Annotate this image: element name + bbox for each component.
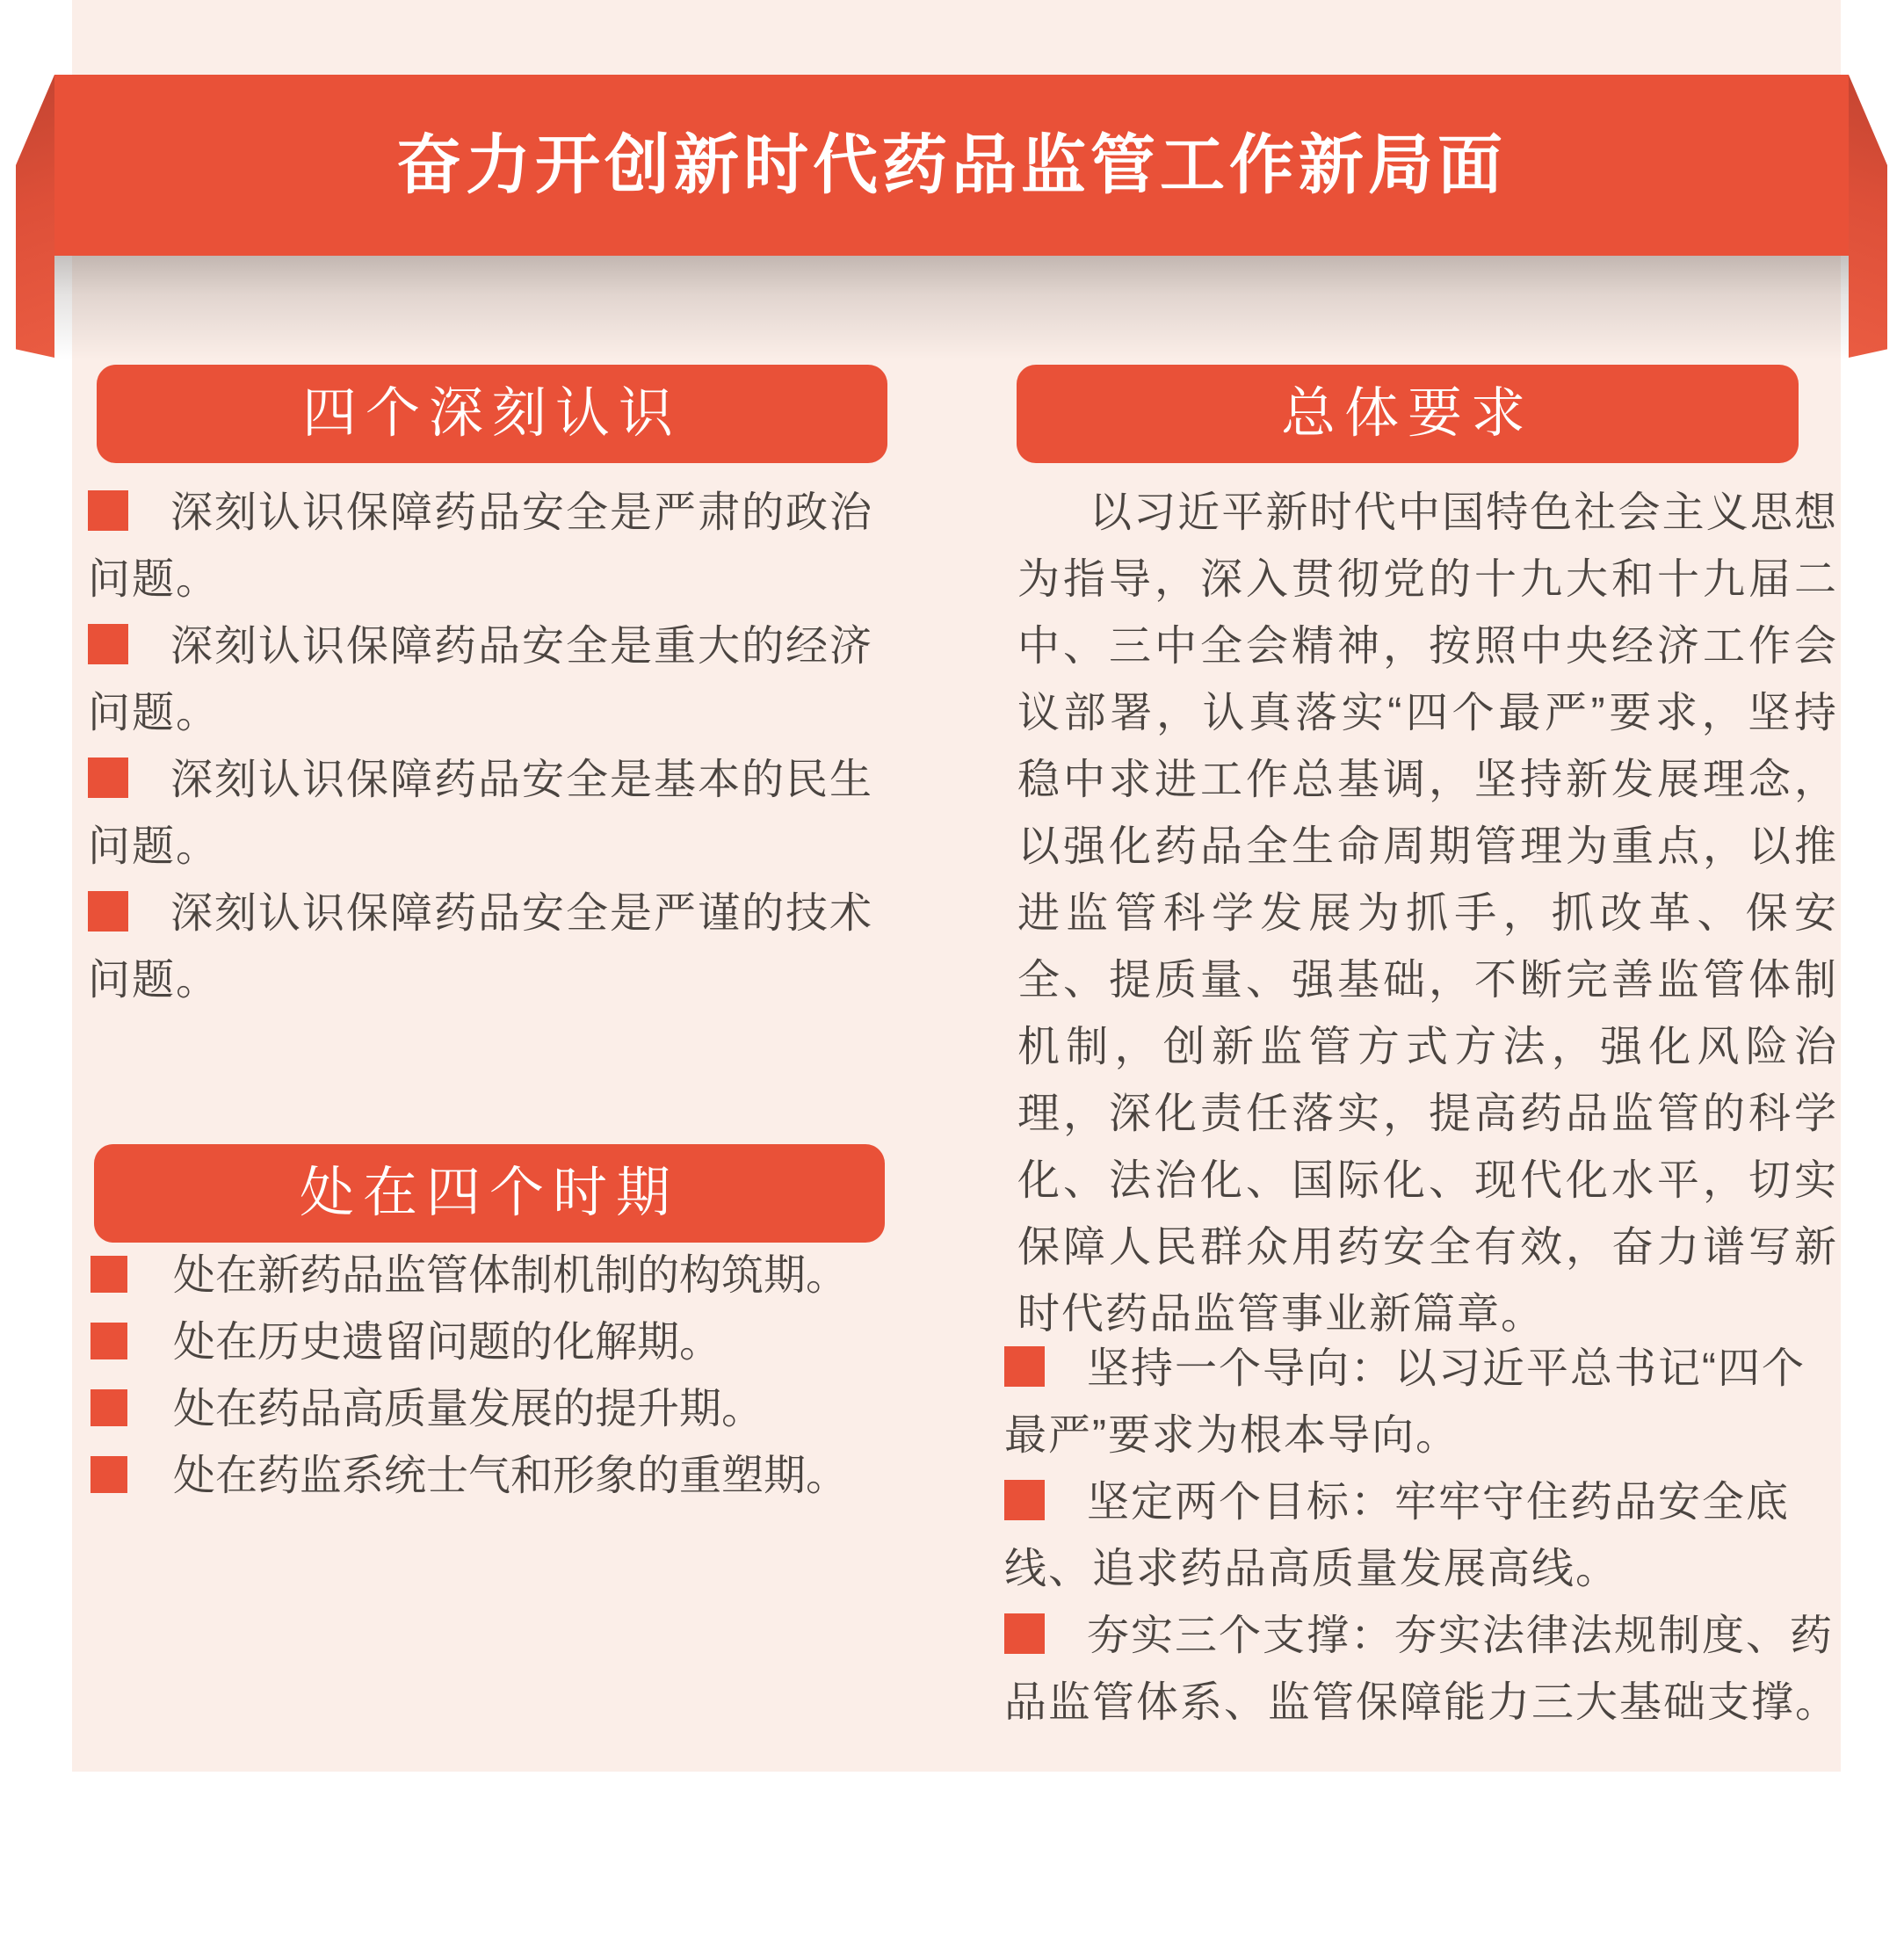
ribbon-banner: [54, 75, 1849, 256]
list-item: [88, 747, 889, 881]
bullet-square-icon: [90, 1389, 127, 1426]
section-heading-four-periods: 处在四个时期: [94, 1144, 885, 1243]
list-item: [90, 1243, 892, 1309]
overall-requirements-paragraph: 以习近平新时代中国特色社会主义思想为指导，深入贯彻党的十九大和十九届二中、三中全会精神，按照中央经济工作会议部署，认真落实“四个最严”要求，坚持稳中求进工作总基调，坚持新发展理念，以强化药品全生命周期管理为重点，以推进监管科学发展为抓手，抓改革、保安全、提质量、强基础，不断完善监管体制机制，创新监管方式方法，强化风险治理，深化责任落实，提高药品监管的科学化、法治化、国际化、现代化水平，切实保障人民群众用药安全有效，奋力谱写新时代药品监管事业新篇章。: [1017, 489, 1838, 1337]
section-heading-four-understandings: 四个深刻认识: [97, 365, 887, 463]
list-item: [1004, 1336, 1839, 1469]
section-heading-overall-requirements: 总体要求: [1017, 365, 1799, 463]
list-item-text: 处在药品高质量发展的提升期。: [173, 1386, 764, 1432]
list-item: [1004, 1603, 1839, 1736]
ribbon-fold-right-icon: [1849, 75, 1887, 358]
poster-title: 奋力开创新时代药品监管工作新局面: [396, 128, 1507, 201]
ribbon-drop-shadow: [54, 256, 1849, 359]
bullet-square-icon: [90, 1456, 127, 1493]
bullet-square-icon: [90, 1256, 127, 1293]
bullet-square-icon: [90, 1323, 127, 1359]
bullet-square-icon: [1004, 1613, 1045, 1654]
list-item-text: 夯实三个支撑：夯实法律法规制度、药品监管体系、监管保障能力三大基础支撑。: [1004, 1613, 1840, 1726]
list-item-text: 坚定两个目标：牢牢守住药品安全底线、追求药品高质量发展高线。: [1004, 1479, 1791, 1592]
list-item: [1004, 1469, 1839, 1603]
list-item: [90, 1443, 892, 1510]
bullet-square-icon: [88, 490, 128, 531]
list-item-text: 深刻认识保障药品安全是严谨的技术问题。: [88, 890, 874, 1004]
bullet-square-icon: [1004, 1346, 1045, 1387]
list-item: [88, 480, 889, 613]
list-item: [88, 881, 889, 1014]
list-item: [90, 1376, 892, 1443]
list-item-text: 深刻认识保障药品安全是基本的民生问题。: [88, 757, 874, 870]
list-item-text: 深刻认识保障药品安全是严肃的政治问题。: [88, 489, 874, 603]
list-item: [88, 613, 889, 747]
list-item-text: 坚持一个导向：以习近平总书记“四个最严”要求为根本导向。: [1004, 1345, 1806, 1459]
list-overall-requirements: [1004, 1336, 1839, 1736]
bullet-square-icon: [1004, 1480, 1045, 1520]
bullet-square-icon: [88, 891, 128, 932]
list-item-text: 深刻认识保障药品安全是重大的经济问题。: [88, 623, 874, 736]
list-four-periods: [90, 1243, 892, 1510]
list-item-text: 处在药监系统士气和形象的重塑期。: [173, 1453, 849, 1499]
bullet-square-icon: [88, 758, 128, 798]
list-four-understandings: [88, 480, 889, 1014]
list-item-text: 处在新药品监管体制机制的构筑期。: [173, 1252, 849, 1299]
bullet-square-icon: [88, 624, 128, 664]
list-item: [90, 1309, 892, 1376]
ribbon-fold-left-icon: [16, 75, 54, 358]
list-item-text: 处在历史遗留问题的化解期。: [173, 1319, 722, 1366]
